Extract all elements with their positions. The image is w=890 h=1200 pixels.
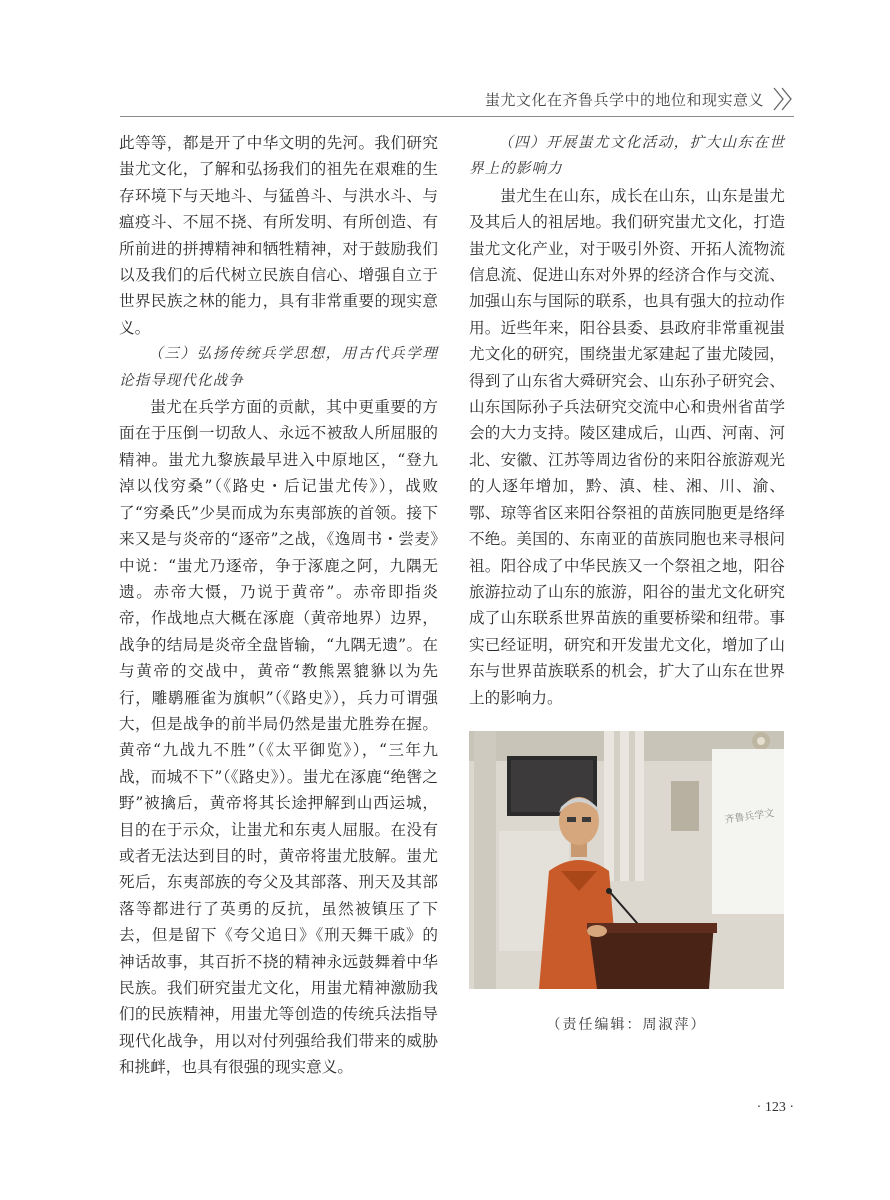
screen-text: 齐鲁兵学文 xyxy=(723,808,775,826)
paragraph-continued: 此等等，都是开了中华文明的先河。我们研究蚩尤文化，了解和弘扬我们的祖先在艰难的生存环境下与天地斗、与猛兽斗、与洪水斗、与瘟疫斗、不屈不挠、有所发明、有所创造、有所前进的拼搏精神和牺牲精神，对于鼓励我们以及我们的后代树立民族自信心、增强自立于世界民族之林的能力，具有非常重要的现实意义。 xyxy=(119,134,438,337)
section-heading-4: （四）开展蚩尤文化活动，扩大山东在世界上的影响力 xyxy=(469,134,785,178)
running-head-title: 蚩尤文化在齐鲁兵学中的地位和现实意义 xyxy=(484,90,764,109)
paragraph-military-thought: 蚩尤在兵学方面的贡献，其中更重要的方面在于压倒一切敌人、永远不被敌人所屈服的精神。蚩尤九黎族最早进入中原地区，“登九淖以伐穷桑”（《路史・后记蚩尤传》），战败了“穷桑氏”少昊而成为东夷部族的首领。接下来又是与炎帝的“逐帝”之战，《逸周书・尝麦》中说：“蚩尤乃逐帝，争于涿鹿之阿，九隅无遗。赤帝大慑，乃说于黄帝”。赤帝即指炎帝，作战地点大概在涿鹿（黄帝地界）边界，战争的结局是炎帝全盘皆输，“九隅无遗”。在与黄帝的交战中，黄帝“教熊罴貔貅以为先行，雕鹖雁雀为旗帜”（《路史》），兵力可谓强大，但是战争的前半局仍然是蚩尤胜券在握。黄帝“九战九不胜”（《太平御览》），“三年九战，而城不下”（《路史》）。蚩尤在涿鹿“绝辔之野”被擒后，黄帝将其长途押解到山西运城，目的在于示众，让蚩尤和东夷人屈服。在没有或者无法达到目的时，黄帝将蚩尤肢解。蚩尤死后，东夷部族的夸父及其部落、刑天及其部落等都进行了英勇的反抗，虽然被镇压了下去，但是留下《夸父追日》《刑天舞干戚》的神话故事，其百折不挠的精神永远鼓舞着中华民族。我们研究蚩尤文化，用蚩尤精神激励我们的民族精神，用蚩尤等创造的传统兵法指导现代化战争，用以对付列强给我们带来的威胁和挑衅，也具有很强的现实意义。 xyxy=(119,398,438,1077)
left-column xyxy=(119,130,438,1081)
page-number: · 123 · xyxy=(756,1100,794,1115)
speaker-photo xyxy=(469,731,784,989)
double-chevron-icon xyxy=(772,86,794,112)
section-heading-3: （三）弘扬传统兵学思想，用古代兵学理论指导现代化战争 xyxy=(119,345,438,389)
running-head xyxy=(120,82,794,117)
paragraph-cultural-activities: 蚩尤生在山东，成长在山东，山东是蚩尤及其后人的祖居地。我们研究蚩尤文化，打造蚩尤文化产业，对于吸引外资、开拓人流物流信息流、促进山东对外界的经济合作与交流、加强山东与国际的联系，也具有强大的拉动作用。近些年来，阳谷县委、县政府非常重视蚩尤文化的研究，围绕蚩尤冢建起了蚩尤陵园，得到了山东省大舜研究会、山东孙子研究会、山东国际孙子兵法研究交流中心和贵州省苗学会的大力支持。陵区建成后，山西、河南、河北、安徽、江苏等周边省份的来阳谷旅游观光的人逐年增加，黔、滇、桂、湘、川、渝、鄂、琼等省区来阳谷祭祖的苗族同胞更是络绎不绝。美国的、东南亚的苗族同胞也来寻根问祖。阳谷成了中华民族又一个祭祖之地，阳谷旅游拉动了山东的旅游，阳谷的蚩尤文化研究成了山东联系世界苗族的重要桥梁和纽带。事实已经证明，研究和开发蚩尤文化，增加了山东与世界苗族联系的机会，扩大了山东在世界上的影响力。 xyxy=(469,186,785,707)
right-column xyxy=(469,130,785,711)
speaker-photo-illustration xyxy=(469,731,784,989)
editor-credit: （责任编辑：周淑萍） xyxy=(546,1017,707,1033)
